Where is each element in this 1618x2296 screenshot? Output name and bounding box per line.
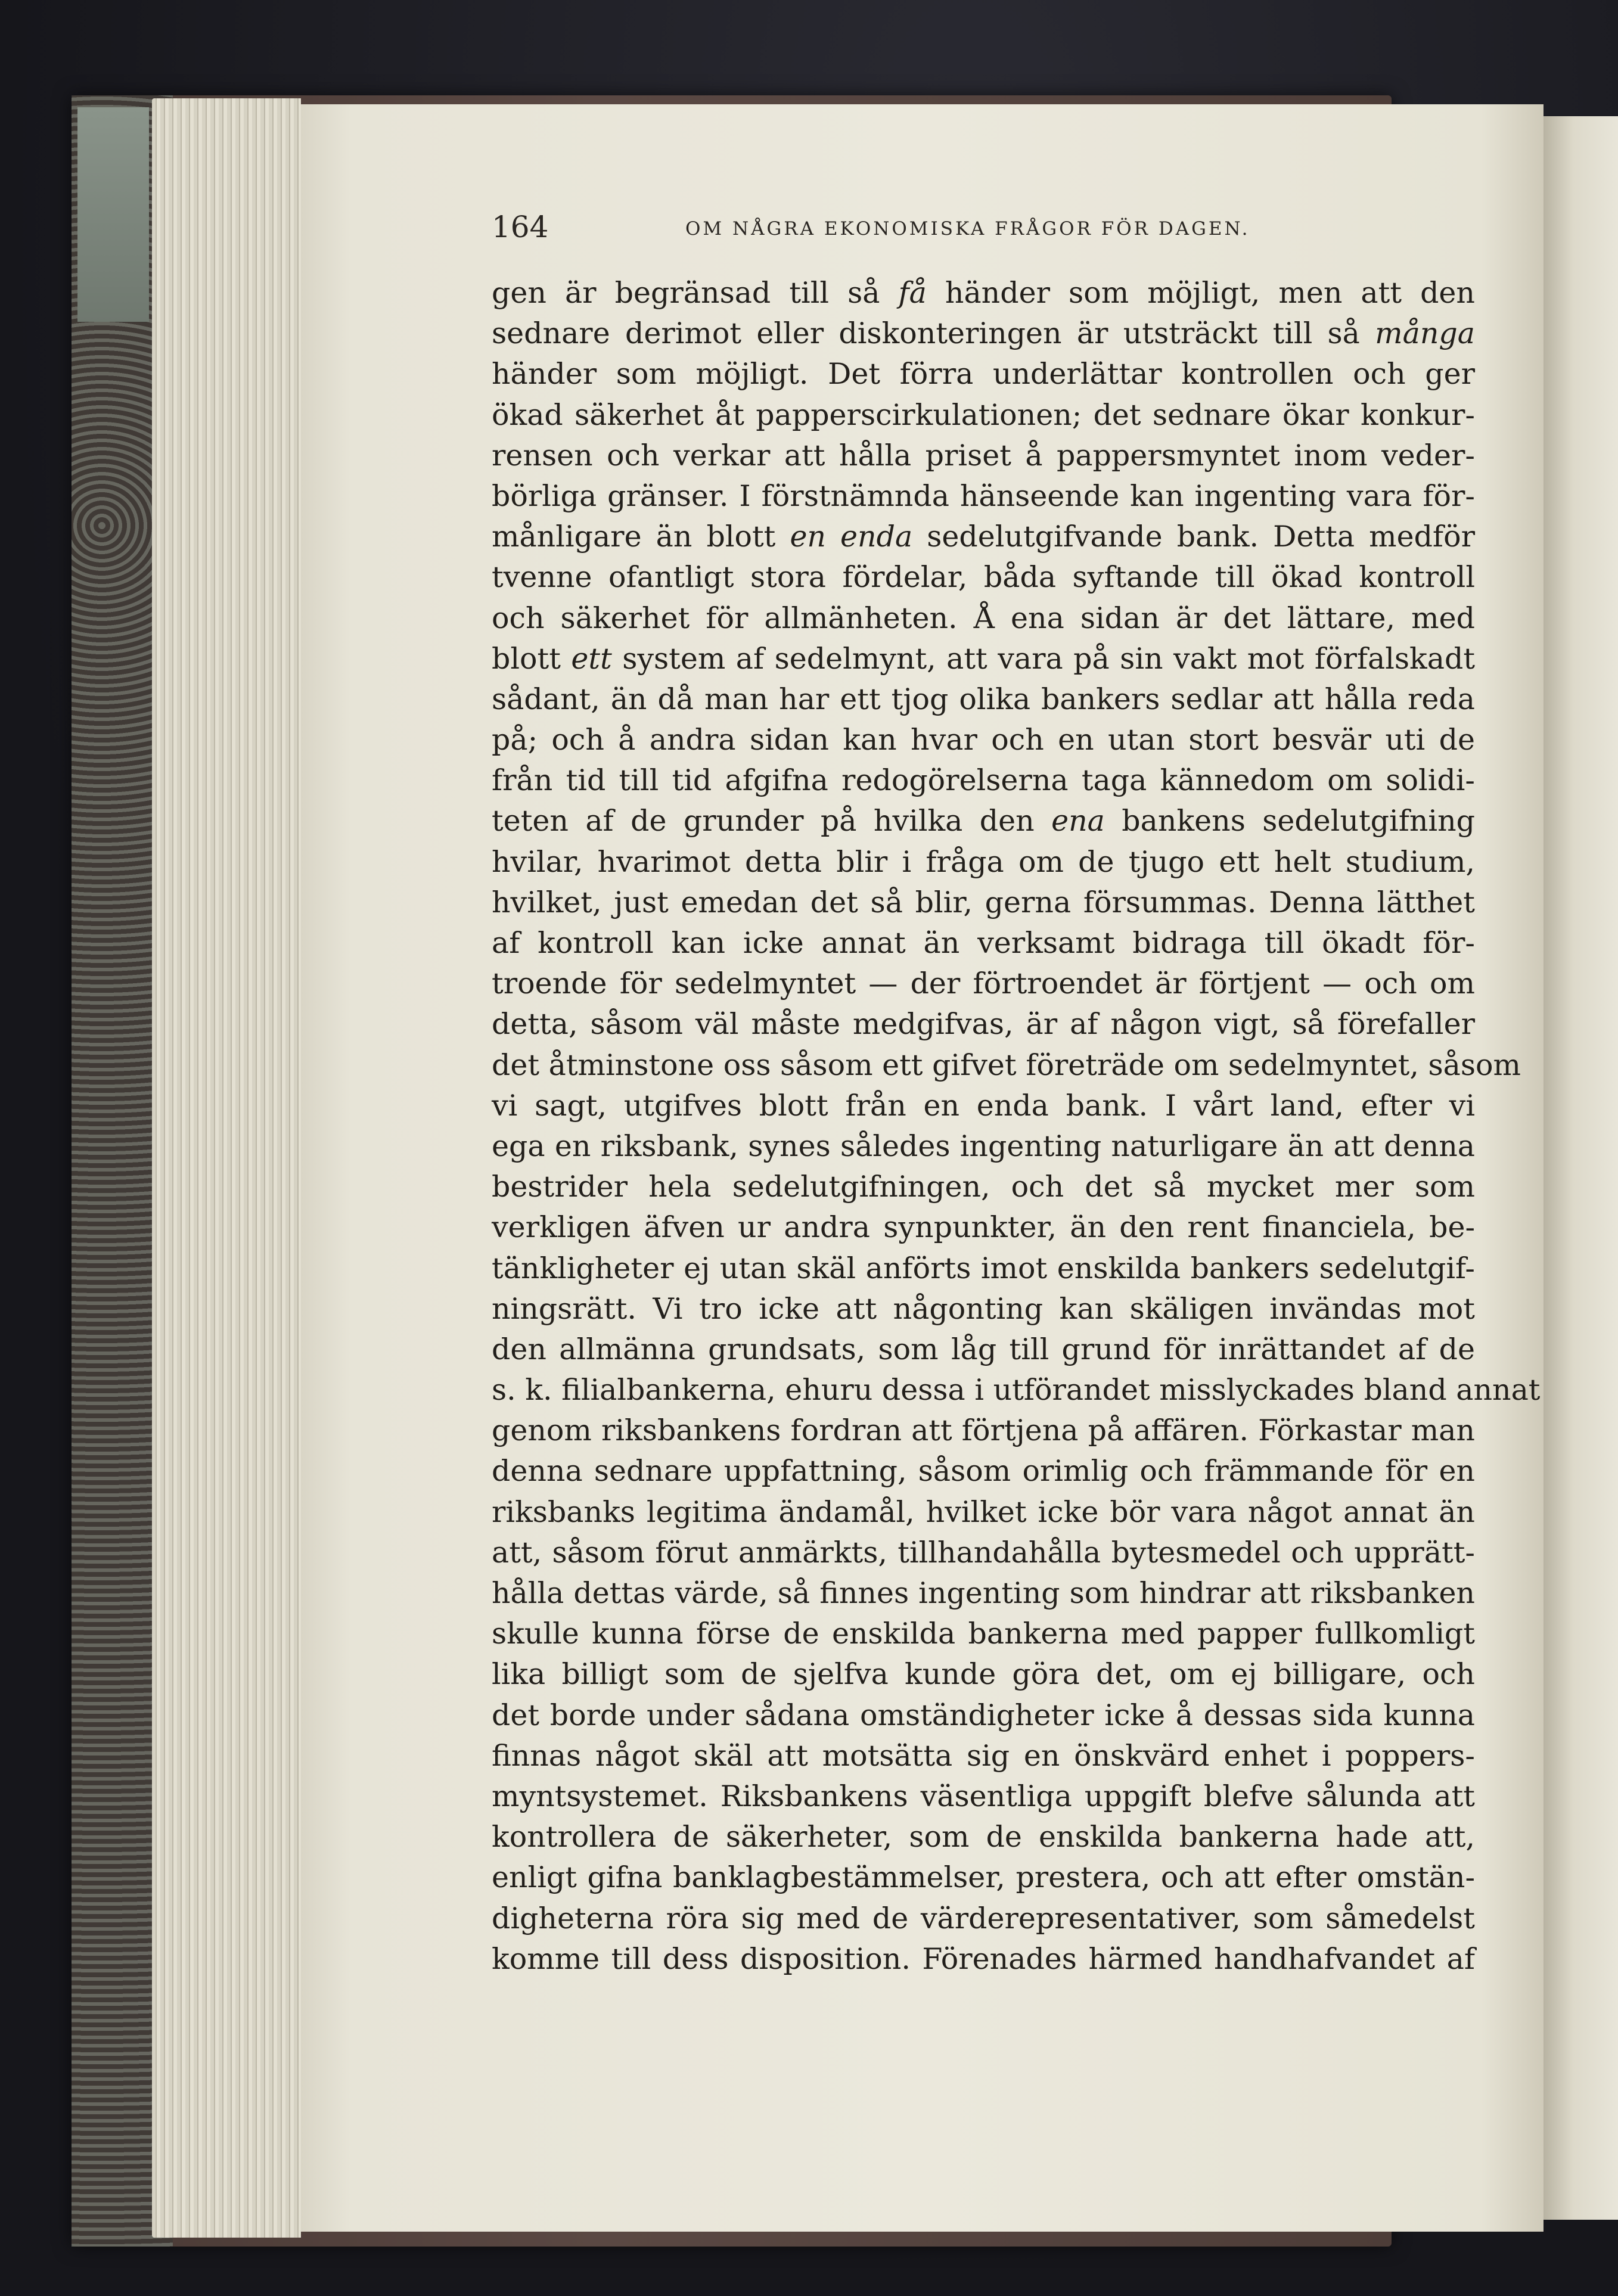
italic-emphasis: många	[1375, 316, 1475, 351]
italic-emphasis: en enda	[790, 520, 913, 554]
text-line: hvilket, just emedan det så blir, gerna försummas. Denna lätthet	[492, 885, 1475, 919]
page-number: 164	[492, 210, 549, 244]
text-line: börliga gränser. I förstnämnda hänseende kan ingenting vara för-	[492, 479, 1475, 513]
page-header	[492, 210, 1475, 251]
text-line: verkligen äfven ur andra synpunkter, än den rent financiela, be-	[492, 1210, 1475, 1245]
text-line: sådant, än då man har ett tjog olika bankers sedlar att hålla reda	[492, 682, 1475, 716]
text-line: på; och å andra sidan kan hvar och en utan stort besvär uti de	[492, 723, 1475, 757]
text-line: gen är begränsad till så få händer som möjligt, men att den	[492, 276, 1475, 310]
body-text	[492, 273, 1541, 1980]
cover-corner	[77, 107, 149, 322]
text-line: bestrider hela sedelutgifningen, och det så mycket mer som	[492, 1170, 1475, 1204]
running-head: OM NÅGRA EKONOMISKA FRÅGOR FÖR DAGEN.	[685, 218, 1250, 240]
text-line: tvenne ofantligt stora fördelar, båda syftande till ökad kontroll	[492, 560, 1475, 595]
text-line: lika billigt som de sjelfva kunde göra det, om ej billigare, och	[492, 1657, 1475, 1692]
text-line: s. k. filialbankerna, ehuru dessa i utförandet misslyckades bland annat	[492, 1373, 1541, 1408]
text-line: rensen och verkar att hålla priset å pappersmyntet inom veder-	[492, 438, 1475, 473]
italic-emphasis: ett	[571, 641, 612, 676]
text-line: troende för sedelmyntet — der förtroendet är förtjent — och om	[492, 967, 1475, 1001]
text-line: och säkerhet för allmänheten. Å ena sidan är det lättare, med	[492, 601, 1475, 635]
text-line: blott ett system af sedelmynt, att vara på sin vakt mot förfalskadt	[492, 641, 1476, 676]
text-line: att, såsom förut anmärkts, tillhandahålla bytesmedel och upprätt-	[492, 1535, 1475, 1570]
text-line: sednare derimot eller diskonteringen är utsträckt till så många	[492, 316, 1475, 351]
text-line: genom riksbankens fordran att förtjena på affären. Förkastar man	[492, 1413, 1475, 1448]
text-line: skulle kunna förse de enskilda bankerna med papper fullkomligt	[492, 1617, 1475, 1651]
italic-emphasis: få	[898, 276, 927, 310]
text-line: detta, såsom väl måste medgifvas, är af någon vigt, så förefaller	[492, 1007, 1475, 1042]
text-line: enligt gifna banklagbestämmelser, prestera, och att efter omstän-	[492, 1860, 1475, 1895]
text-line: ningsrätt. Vi tro icke att någonting kan skäligen invändas mot	[492, 1291, 1475, 1326]
text-line: från tid till tid afgifna redogörelserna taga kännedom om solidi-	[492, 763, 1475, 798]
text-line: tänkligheter ej utan skäl anförts imot enskilda bankers sedelutgif-	[492, 1251, 1475, 1285]
text-line: riksbanks legitima ändamål, hvilket icke bör vara något annat än	[492, 1495, 1475, 1529]
text-line: digheterna röra sig med de värderepresentativer, som såmedelst	[492, 1901, 1475, 1935]
text-line: finnas något skäl att motsätta sig en önskvärd enhet i poppers-	[492, 1738, 1475, 1773]
text-line: den allmänna grundsats, som låg till grund för inrättandet af de	[492, 1332, 1475, 1366]
page-edges	[152, 98, 301, 2238]
text-line: af kontroll kan icke annat än verksamt bidraga till ökadt för-	[492, 926, 1475, 960]
text-line: ökad säkerhet åt papperscirkulationen; det sednare ökar konkur-	[492, 397, 1475, 432]
text-line: denna sednare uppfattning, såsom orimlig och främmande för en	[492, 1454, 1475, 1489]
text-line: händer som möjligt. Det förra underlättar kontrollen och ger	[492, 357, 1475, 392]
text-line: komme till dess disposition. Förenades härmed handhafvandet af	[492, 1941, 1475, 1976]
italic-emphasis: ena	[1051, 804, 1105, 838]
text-line: hvilar, hvarimot detta blir i fråga om de tjugo ett helt studium,	[492, 844, 1475, 879]
text-line: myntsystemet. Riksbankens väsentliga uppgift blefve sålunda att	[492, 1779, 1475, 1813]
text-line: kontrollera de säkerheter, som de enskilda bankerna hade att,	[492, 1820, 1475, 1854]
facing-page-edge	[1544, 116, 1618, 2220]
text-line: vi sagt, utgifves blott från en enda bank. I vårt land, efter vi	[492, 1088, 1475, 1123]
text-line: teten af de grunder på hvilka den ena bankens sedelutgifning	[492, 804, 1475, 838]
text-line: hålla dettas värde, så finnes ingenting som hindrar att riksbanken	[492, 1576, 1475, 1610]
text-line: det åtminstone oss såsom ett gifvet företräde om sedelmyntet, såsom	[492, 1048, 1521, 1082]
text-line: det borde under sådana omständigheter icke å dessas sida kunna	[492, 1698, 1475, 1732]
text-line: ega en riksbank, synes således ingenting naturligare än att denna	[492, 1129, 1475, 1163]
text-line: månligare än blott en enda sedelutgifvande bank. Detta medför	[492, 520, 1475, 554]
